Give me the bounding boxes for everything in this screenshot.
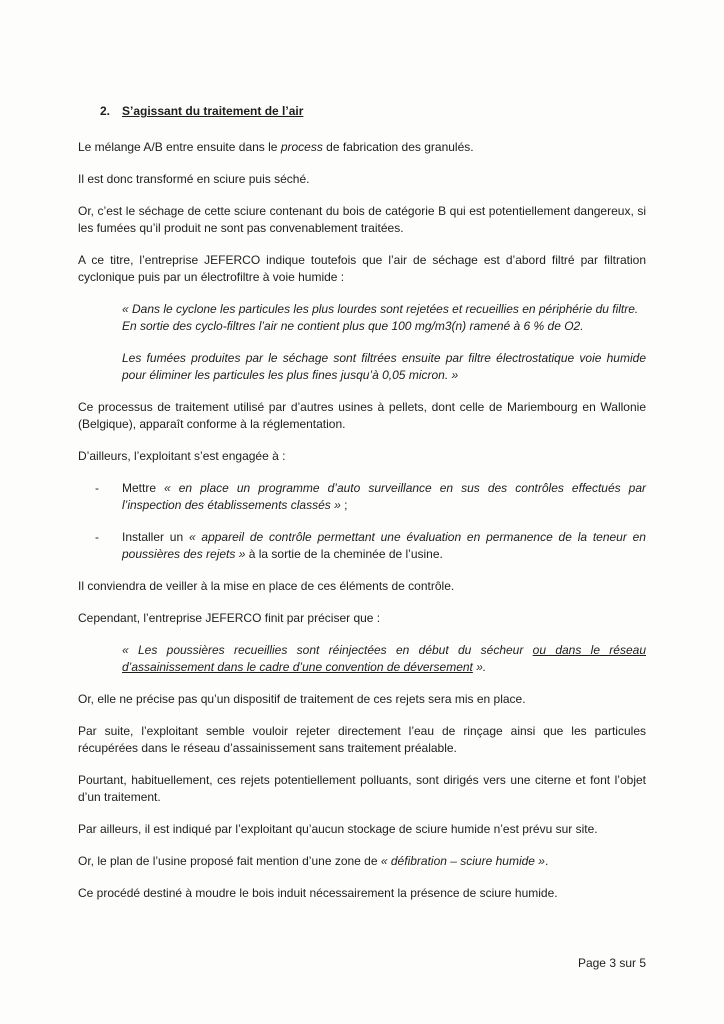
text-segment: « Les poussières recueillies sont réinjectées en début du sécheur — [122, 643, 533, 657]
list-item-installer — [78, 529, 646, 563]
paragraph-sechage: Or, c’est le séchage de cette sciure contenant du bois de catégorie B qui est potentiellement dangereux, si les fumées qu’il produit ne sont pas convenablement traitées. — [78, 204, 646, 235]
paragraph-transforme: Il est donc transformé en sciure puis séché. — [78, 172, 310, 186]
quote-fumees: Les fumées produites par le séchage sont filtrées ensuite par filtre électrostatique voie humide pour éliminer les particules les plus fines jusqu’à 0,05 micron. » — [122, 351, 646, 382]
paragraph-titre: A ce titre, l’entreprise JEFERCO indique toutefois que l’air de séchage est d’abord filtré par filtration cyclonique puis par un électrofiltre à voie humide : — [78, 253, 646, 284]
section-number: 2. — [100, 104, 111, 118]
text-segment-italic: « en place un programme d’auto surveillance en sus des contrôles effectués par l’inspection des établissements classés » — [122, 481, 647, 512]
paragraph-cependant: Cependant, l’entreprise JEFERCO finit par préciser que : — [78, 611, 381, 625]
paragraph-par-ailleurs: Par ailleurs, il est indiqué par l’exploitant qu’aucun stockage de sciure humide n’est prévu sur site. — [78, 822, 598, 836]
section-title: S’agissant du traitement de l’air — [122, 104, 304, 118]
paragraph-conviendra: Il conviendra de veiller à la mise en place de ces éléments de contrôle. — [78, 579, 455, 593]
paragraph-par-suite: Par suite, l’exploitant semble vouloir rejeter directement l’eau de rinçage ainsi que les particules récupérées dans le réseau d’assainissement sans traitement préalable. — [78, 724, 646, 755]
text-segment: de fabrication des granulés. — [322, 140, 474, 154]
paragraph-pourtant: Pourtant, habituellement, ces rejets potentiellement polluants, sont dirigés vers une citerne et font l’objet d’un traitement. — [78, 773, 646, 804]
paragraph-melange — [78, 139, 646, 156]
page-number-footer: Page 3 sur 5 — [577, 956, 646, 970]
text-segment-underlined: ou dans le réseau d’assainissement dans le cadre d’une convention de déversement — [122, 643, 646, 674]
text-segment: . — [544, 854, 549, 868]
text-segment: ; — [340, 498, 348, 512]
paragraph-or-plan — [78, 853, 646, 870]
text-segment-italic: « appareil de contrôle permettant une évaluation en permanence de la teneur en poussières des rejets » — [122, 530, 646, 561]
text-segment-italic: « défibration – sciure humide » — [380, 854, 545, 868]
text-segment: à la sortie de la cheminée de l’usine. — [245, 547, 443, 561]
quote-cyclone — [122, 301, 646, 335]
document-content — [78, 103, 646, 917]
text-segment: Or, le plan de l’usine proposé fait mention d’une zone de — [78, 854, 381, 868]
list-item-mettre — [78, 480, 646, 514]
text-segment: Le mélange A/B entre ensuite dans le — [78, 140, 281, 154]
paragraph-processus: Ce processus de traitement utilisé par d’autres usines à pellets, dont celle de Mariembourg en Wallonie (Belgique), apparaît conforme à la réglementation. — [78, 400, 646, 431]
bullet-dash: - — [95, 530, 99, 544]
bullet-dash: - — [95, 481, 99, 495]
text-segment: Installer un — [122, 530, 189, 544]
paragraph-ailleurs: D’ailleurs, l’exploitant s’est engagée à : — [78, 449, 286, 463]
text-segment: Mettre — [122, 481, 165, 495]
quote-poussieres — [122, 642, 646, 676]
quote-line: « Dans le cyclone les particules les plus lourdes sont rejetées et recueillies en périphérie du filtre. — [122, 302, 639, 316]
text-segment: ». — [472, 660, 487, 674]
section-heading — [78, 103, 646, 120]
quote-line: En sortie des cyclo-filtres l’air ne contient plus que 100 mg/m3(n) ramené à 6 % de O2. — [122, 319, 584, 333]
paragraph-or-precise: Or, elle ne précise pas qu’un dispositif de traitement de ces rejets sera mis en place. — [78, 692, 526, 706]
paragraph-procede: Ce procédé destiné à moudre le bois induit nécessairement la présence de sciure humide. — [78, 886, 558, 900]
text-segment-italic: process — [280, 140, 323, 154]
